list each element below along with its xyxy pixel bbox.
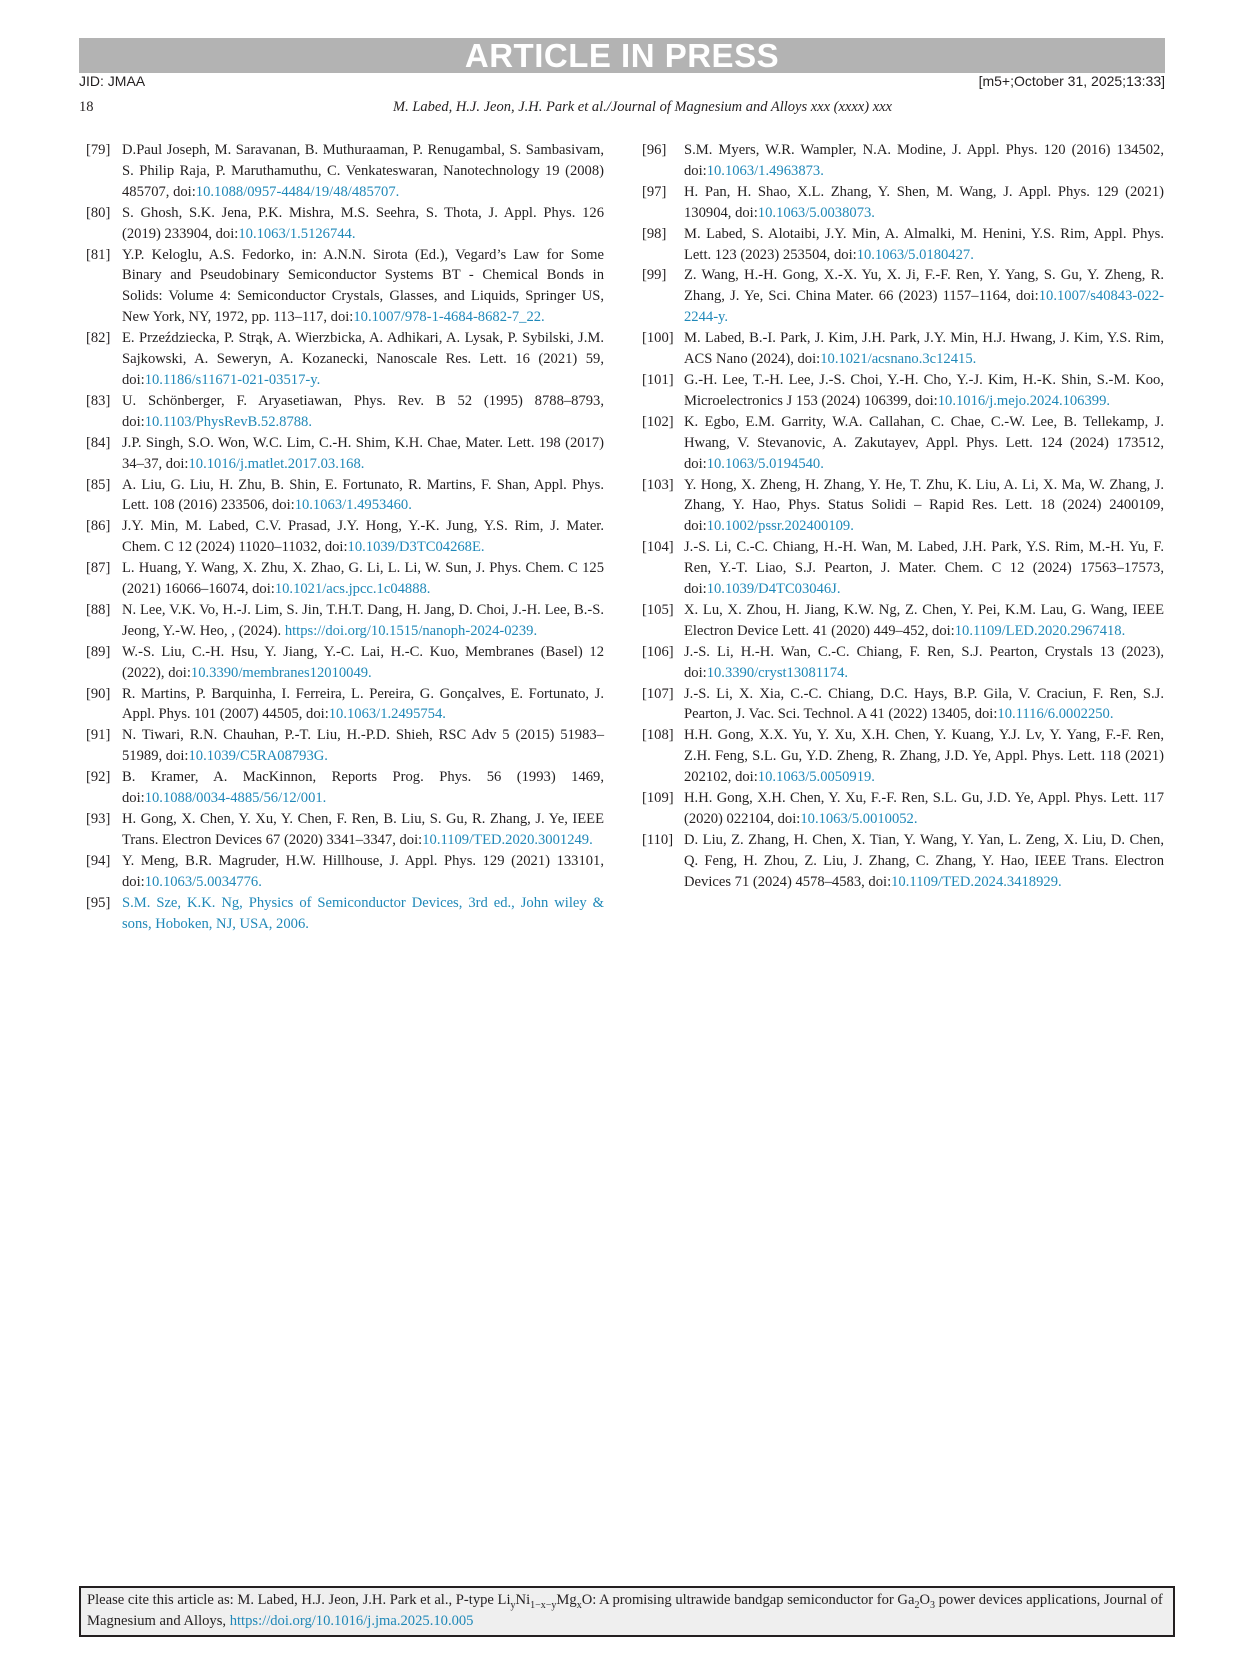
reference-doi-link[interactable]: 10.1063/5.0050919. bbox=[757, 769, 875, 786]
reference-item bbox=[86, 600, 604, 642]
reference-item bbox=[86, 245, 604, 329]
reference-doi-link[interactable]: 10.1063/1.5126744. bbox=[238, 225, 356, 242]
reference-item bbox=[642, 788, 1164, 830]
reference-text: D.Paul Joseph, M. Saravanan, B. Muthuraaman, P. Renugambal, S. Sambasivam, S. Philip Raja, P. Maruthamuthu, C. Venkateswaran, Nanotechnology 19 (2008) 485707, doi: bbox=[122, 142, 604, 200]
reference-text: H. Pan, H. Shao, X.L. Zhang, Y. Shen, M. Wang, J. Appl. Phys. 129 (2021) 130904, doi: bbox=[684, 183, 1164, 221]
reference-doi-link[interactable]: 10.1039/D4TC03046J. bbox=[706, 581, 841, 598]
reference-number: [103] bbox=[642, 476, 674, 493]
journal-id: JID: JMAA bbox=[79, 73, 146, 89]
reference-doi-link[interactable]: S.M. Sze, K.K. Ng, Physics of Semiconductor Devices, 3rd ed., John wiley & sons, Hoboken, NJ, USA, 2006. bbox=[122, 894, 604, 932]
reference-doi-link[interactable]: 10.1063/5.0010052. bbox=[800, 811, 918, 827]
reference-doi-link[interactable]: 10.1109/TED.2020.3001249. bbox=[422, 831, 593, 848]
citation-text: power devices applications, Journal of Magnesium and Alloys, bbox=[87, 1592, 1163, 1629]
reference-text: M. Labed, B.-I. Park, J. Kim, J.H. Park, J.Y. Min, H.J. Hwang, J. Kim, Y.S. Rim, ACS Nano (2024), doi: bbox=[684, 330, 1164, 368]
references-left-column bbox=[86, 140, 604, 934]
reference-text: Y.P. Keloglu, A.S. Fedorko, in: A.N.N. Sirota (Ed.), Vegard’s Law for Some Binary and Pseudobinary Semiconductor Systems BT - Chemical Bonds in Solids: Volume 4: Semiconductor Crystals, Glasses, and Liquids, Springer US, New York, NY, 1972, pp. 113–117, doi: bbox=[122, 246, 604, 326]
reference-item bbox=[642, 725, 1164, 788]
reference-number: [80] bbox=[86, 204, 111, 221]
reference-text: A. Liu, G. Liu, H. Zhu, B. Shin, E. Fortunato, R. Martins, F. Shan, Appl. Phys. Lett. 108 (2016) 233506, doi: bbox=[122, 476, 604, 514]
reference-number: [107] bbox=[642, 685, 674, 702]
reference-item bbox=[86, 642, 604, 684]
reference-item bbox=[86, 328, 604, 391]
reference-doi-link[interactable]: 10.3390/membranes12010049. bbox=[190, 664, 372, 681]
reference-doi-link[interactable]: 10.1109/TED.2024.3418929. bbox=[891, 873, 1062, 890]
reference-item bbox=[86, 851, 604, 893]
reference-text: J.Y. Min, M. Labed, C.V. Prasad, J.Y. Hong, Y.-K. Jung, Y.S. Rim, J. Mater. Chem. C 12 (2024) 11020–11032, doi: bbox=[122, 518, 604, 556]
reference-number: [79] bbox=[86, 142, 111, 158]
reference-item bbox=[86, 893, 604, 935]
reference-number: [88] bbox=[86, 601, 111, 618]
formula-subscript: x bbox=[576, 1599, 582, 1611]
reference-text: R. Martins, P. Barquinha, I. Ferreira, L. Pereira, G. Gonçalves, E. Fortunato, J. Appl. Phys. 101 (2007) 44505, doi: bbox=[122, 685, 604, 723]
citation-text: O: A promising ultrawide bandgap semiconductor for Ga bbox=[581, 1592, 915, 1608]
reference-doi-link[interactable]: 10.1007/s40843-022-2244-y. bbox=[684, 288, 1164, 326]
reference-number: [102] bbox=[642, 413, 674, 430]
reference-number: [109] bbox=[642, 790, 674, 807]
formula-text: O bbox=[919, 1592, 930, 1608]
reference-number: [105] bbox=[642, 601, 674, 618]
reference-item bbox=[642, 370, 1164, 412]
reference-number: [83] bbox=[86, 392, 111, 409]
reference-text: Y. Hong, X. Zheng, H. Zhang, Y. He, T. Zhu, K. Liu, A. Li, X. Ma, W. Zhang, J. Zhang, Y. Hao, Phys. Status Solidi – Rapid Res. Lett. 18 (2024) 2400109, doi: bbox=[684, 476, 1164, 535]
reference-item bbox=[642, 412, 1164, 475]
reference-doi-link[interactable]: 10.1088/0034-4885/56/12/001. bbox=[144, 790, 327, 807]
reference-item bbox=[642, 642, 1164, 684]
formula-subscript: 3 bbox=[929, 1599, 935, 1611]
reference-number: [91] bbox=[86, 727, 111, 744]
reference-doi-link[interactable]: 10.1002/pssr.202400109. bbox=[706, 518, 854, 535]
formula-subscript: y bbox=[510, 1599, 516, 1611]
reference-number: [89] bbox=[86, 643, 111, 660]
reference-text: H.H. Gong, X.X. Yu, Y. Xu, X.H. Chen, Y. Kuang, Y.J. Lv, Y. Yang, F.-F. Ren, Z.H. Feng, S.L. Gu, Y.D. Zheng, R. Zhang, J.D. Ye, Appl. Phys. Lett. 118 (2021) 202102, doi: bbox=[684, 727, 1164, 786]
formula-subscript: 2 bbox=[914, 1599, 920, 1611]
citation-doi-link[interactable]: https://doi.org/10.1016/j.jma.2025.10.005 bbox=[229, 1613, 474, 1629]
reference-item bbox=[86, 433, 604, 475]
reference-doi-link[interactable]: https://doi.org/10.1515/nanoph-2024-0239. bbox=[284, 622, 538, 639]
reference-doi-link[interactable]: 10.1063/5.0038073. bbox=[757, 204, 875, 221]
reference-number: [87] bbox=[86, 560, 111, 577]
reference-text: W.-S. Liu, C.-H. Hsu, Y. Jiang, Y.-C. Lai, H.-C. Kuo, Membranes (Basel) 12 (2022), doi: bbox=[122, 643, 604, 681]
reference-item bbox=[86, 391, 604, 433]
formula-text: Ni bbox=[515, 1592, 531, 1608]
reference-text: G.-H. Lee, T.-H. Lee, J.-S. Choi, Y.-H. Cho, Y.-J. Kim, H.-K. Shin, S.-M. Koo, Microelectronics J 153 (2024) 106399, doi: bbox=[684, 371, 1164, 409]
reference-item bbox=[642, 475, 1164, 538]
reference-number: [86] bbox=[86, 518, 111, 535]
reference-text: H.H. Gong, X.H. Chen, Y. Xu, F.-F. Ren, S.L. Gu, J.D. Ye, Appl. Phys. Lett. 117 (2020) 022104, doi: bbox=[684, 790, 1164, 827]
reference-text: J.-S. Li, H.-H. Wan, C.-C. Chiang, F. Ren, S.J. Pearton, Crystals 13 (2023), doi: bbox=[684, 643, 1164, 681]
reference-number: [96] bbox=[642, 142, 667, 158]
reference-number: [90] bbox=[86, 685, 111, 702]
reference-text: J.P. Singh, S.O. Won, W.C. Lim, C.-H. Shim, K.H. Chae, Mater. Lett. 198 (2017) 34–37, doi: bbox=[122, 434, 604, 472]
reference-item bbox=[642, 182, 1164, 224]
reference-item bbox=[86, 809, 604, 851]
reference-doi-link[interactable]: 10.1103/PhysRevB.52.8788. bbox=[144, 413, 313, 430]
reference-item bbox=[86, 475, 604, 517]
reference-item bbox=[86, 140, 604, 203]
article-in-press-banner: ARTICLE IN PRESS bbox=[79, 38, 1165, 73]
reference-text: L. Huang, Y. Wang, X. Zhu, X. Zhao, G. Li, L. Li, W. Sun, J. Phys. Chem. C 125 (2021) 16066–16074, doi: bbox=[122, 560, 604, 598]
reference-doi-link[interactable]: 10.1021/acsnano.3c12415. bbox=[820, 351, 977, 368]
reference-item bbox=[86, 516, 604, 558]
page-number: 18 bbox=[79, 99, 94, 115]
reference-text: M. Labed, S. Alotaibi, J.Y. Min, A. Almalki, M. Henini, Y.S. Rim, Appl. Phys. Lett. 123 (2023) 253504, doi: bbox=[684, 225, 1164, 263]
reference-item bbox=[642, 265, 1164, 328]
reference-item bbox=[642, 537, 1164, 600]
reference-text: N. Tiwari, R.N. Chauhan, P.-T. Liu, H.-P.D. Shieh, RSC Adv 5 (2015) 51983–51989, doi: bbox=[122, 727, 604, 765]
reference-number: [104] bbox=[642, 539, 674, 556]
reference-number: [97] bbox=[642, 183, 667, 200]
reference-number: [106] bbox=[642, 643, 674, 660]
reference-number: [82] bbox=[86, 330, 111, 347]
reference-item bbox=[86, 767, 604, 809]
reference-text: Y. Meng, B.R. Magruder, H.W. Hillhouse, J. Appl. Phys. 129 (2021) 133101, doi: bbox=[122, 852, 604, 890]
reference-text: Z. Wang, H.-H. Gong, X.-X. Yu, X. Ji, F.-F. Ren, Y. Yang, S. Gu, Y. Zheng, R. Zhang, J. Ye, Sci. China Mater. 66 (2023) 1157–1164, doi: bbox=[684, 267, 1164, 305]
reference-number: [93] bbox=[86, 811, 111, 827]
reference-number: [110] bbox=[642, 831, 674, 848]
reference-doi-link[interactable]: 10.1063/1.4963873. bbox=[706, 162, 824, 179]
reference-doi-link[interactable]: 10.1039/D3TC04268E. bbox=[347, 539, 485, 556]
reference-doi-link[interactable]: 10.1039/C5RA08793G. bbox=[188, 748, 328, 765]
reference-number: [101] bbox=[642, 371, 674, 388]
reference-doi-link[interactable]: 10.1016/j.mejo.2024.106399. bbox=[937, 392, 1111, 409]
reference-doi-link[interactable]: 10.1063/5.0034776. bbox=[144, 873, 262, 890]
reference-text: E. Przeździecka, P. Strąk, A. Wierzbicka, A. Adhikari, A. Lysak, P. Sybilski, J.M. Sajkowski, A. Seweryn, A. Kozanecki, Nanoscale Res. Lett. 16 (2021) 59, doi: bbox=[122, 330, 604, 388]
reference-item bbox=[642, 830, 1164, 893]
reference-number: [98] bbox=[642, 225, 667, 242]
references-right-column bbox=[642, 140, 1164, 893]
reference-number: [85] bbox=[86, 476, 111, 493]
reference-doi-link[interactable]: 10.1016/j.matlet.2017.03.168. bbox=[188, 455, 365, 472]
reference-number: [99] bbox=[642, 267, 667, 284]
reference-text: U. Schönberger, F. Aryasetiawan, Phys. Rev. B 52 (1995) 8788–8793, doi: bbox=[122, 392, 604, 430]
reference-number: [108] bbox=[642, 727, 674, 744]
reference-number: [100] bbox=[642, 330, 674, 347]
reference-text: X. Lu, X. Zhou, H. Jiang, K.W. Ng, Z. Chen, Y. Pei, K.M. Lau, G. Wang, IEEE Electron Device Lett. 41 (2020) 449–452, doi: bbox=[684, 601, 1164, 639]
reference-doi-link[interactable]: 10.1088/0957-4484/19/48/485707. bbox=[195, 183, 400, 200]
reference-doi-link[interactable]: 10.1116/6.0002250. bbox=[997, 706, 1114, 723]
reference-text: J.-S. Li, C.-C. Chiang, H.-H. Wan, M. Labed, J.H. Park, Y.S. Rim, M.-H. Yu, F. Ren, Y.-T. Liao, S.J. Pearton, J. Mater. Chem. C 12 (2024) 17563–17573, doi: bbox=[684, 539, 1164, 598]
reference-doi-link[interactable]: 10.1021/acs.jpcc.1c04888. bbox=[274, 581, 431, 598]
reference-text: N. Lee, V.K. Vo, H.-J. Lim, S. Jin, T.H.T. Dang, H. Jang, D. Choi, J.-H. Lee, B.-S. Jeong, Y.-W. Heo, , (2024). bbox=[122, 601, 604, 639]
reference-item bbox=[642, 600, 1164, 642]
running-title: M. Labed, H.J. Jeon, J.H. Park et al./Journal of Magnesium and Alloys xxx (xxxx) xxx bbox=[392, 99, 892, 115]
reference-number: [92] bbox=[86, 769, 111, 786]
formula-subscript: 1−x−y bbox=[530, 1599, 557, 1611]
reference-doi-link[interactable]: 10.1063/1.2495754. bbox=[328, 706, 446, 723]
reference-text: K. Egbo, E.M. Garrity, W.A. Callahan, C. Chae, C.-W. Lee, B. Tellekamp, J. Hwang, V. Stevanovic, A. Zakutayev, Appl. Phys. Lett. 124 (2024) 173512, doi: bbox=[684, 413, 1164, 472]
reference-item bbox=[86, 203, 604, 245]
reference-text: S.M. Myers, W.R. Wampler, N.A. Modine, J. Appl. Phys. 120 (2016) 134502, doi: bbox=[684, 142, 1164, 179]
reference-doi-link[interactable]: 10.1063/1.4953460. bbox=[294, 497, 412, 514]
formula-text: Mg bbox=[556, 1592, 577, 1608]
reference-doi-link[interactable]: 10.1186/s11671-021-03517-y. bbox=[144, 371, 321, 388]
reference-text: H. Gong, X. Chen, Y. Xu, Y. Chen, F. Ren, B. Liu, S. Gu, R. Zhang, J. Ye, IEEE Trans. Electron Devices 67 (2020) 3341–3347, doi: bbox=[122, 811, 604, 848]
reference-number: [81] bbox=[86, 246, 111, 263]
citation-text: Please cite this article as: M. Labed, H.J. Jeon, J.H. Park et al., P-type Li bbox=[87, 1592, 511, 1608]
reference-doi-link[interactable]: 10.1109/LED.2020.2967418. bbox=[954, 622, 1126, 639]
reference-item bbox=[86, 725, 604, 767]
reference-doi-link[interactable]: 10.1007/978-1-4684-8682-7_22. bbox=[353, 309, 545, 326]
reference-number: [94] bbox=[86, 852, 111, 869]
citation-box bbox=[79, 1586, 1175, 1637]
reference-text: S. Ghosh, S.K. Jena, P.K. Mishra, M.S. Seehra, S. Thota, J. Appl. Phys. 126 (2019) 233904, doi: bbox=[122, 204, 604, 242]
reference-item bbox=[642, 328, 1164, 370]
reference-number: [84] bbox=[86, 434, 111, 451]
reference-item bbox=[86, 558, 604, 600]
reference-doi-link[interactable]: 10.3390/cryst13081174. bbox=[706, 664, 849, 681]
reference-item bbox=[642, 684, 1164, 726]
reference-doi-link[interactable]: 10.1063/5.0180427. bbox=[856, 246, 974, 263]
reference-text: B. Kramer, A. MacKinnon, Reports Prog. Phys. 56 (1993) 1469, doi: bbox=[122, 769, 604, 807]
reference-text: D. Liu, Z. Zhang, H. Chen, X. Tian, Y. Wang, Y. Yan, L. Zeng, X. Liu, D. Chen, Q. Feng, H. Zhou, Z. Liu, J. Zhang, C. Zhang, Y. Hao, IEEE Trans. Electron Devices 71 (2024) 4578–4583, doi: bbox=[684, 831, 1164, 890]
reference-item bbox=[642, 224, 1164, 266]
date-stamp: [m5+;October 31, 2025;13:33] bbox=[978, 73, 1165, 89]
reference-doi-link[interactable]: 10.1063/5.0194540. bbox=[706, 455, 824, 472]
reference-item bbox=[86, 684, 604, 726]
reference-item bbox=[642, 140, 1164, 182]
reference-number: [95] bbox=[86, 894, 111, 911]
reference-text: J.-S. Li, X. Xia, C.-C. Chiang, D.C. Hays, B.P. Gila, V. Craciun, F. Ren, S.J. Pearton, J. Vac. Sci. Technol. A 41 (2022) 13405, doi: bbox=[684, 685, 1164, 723]
